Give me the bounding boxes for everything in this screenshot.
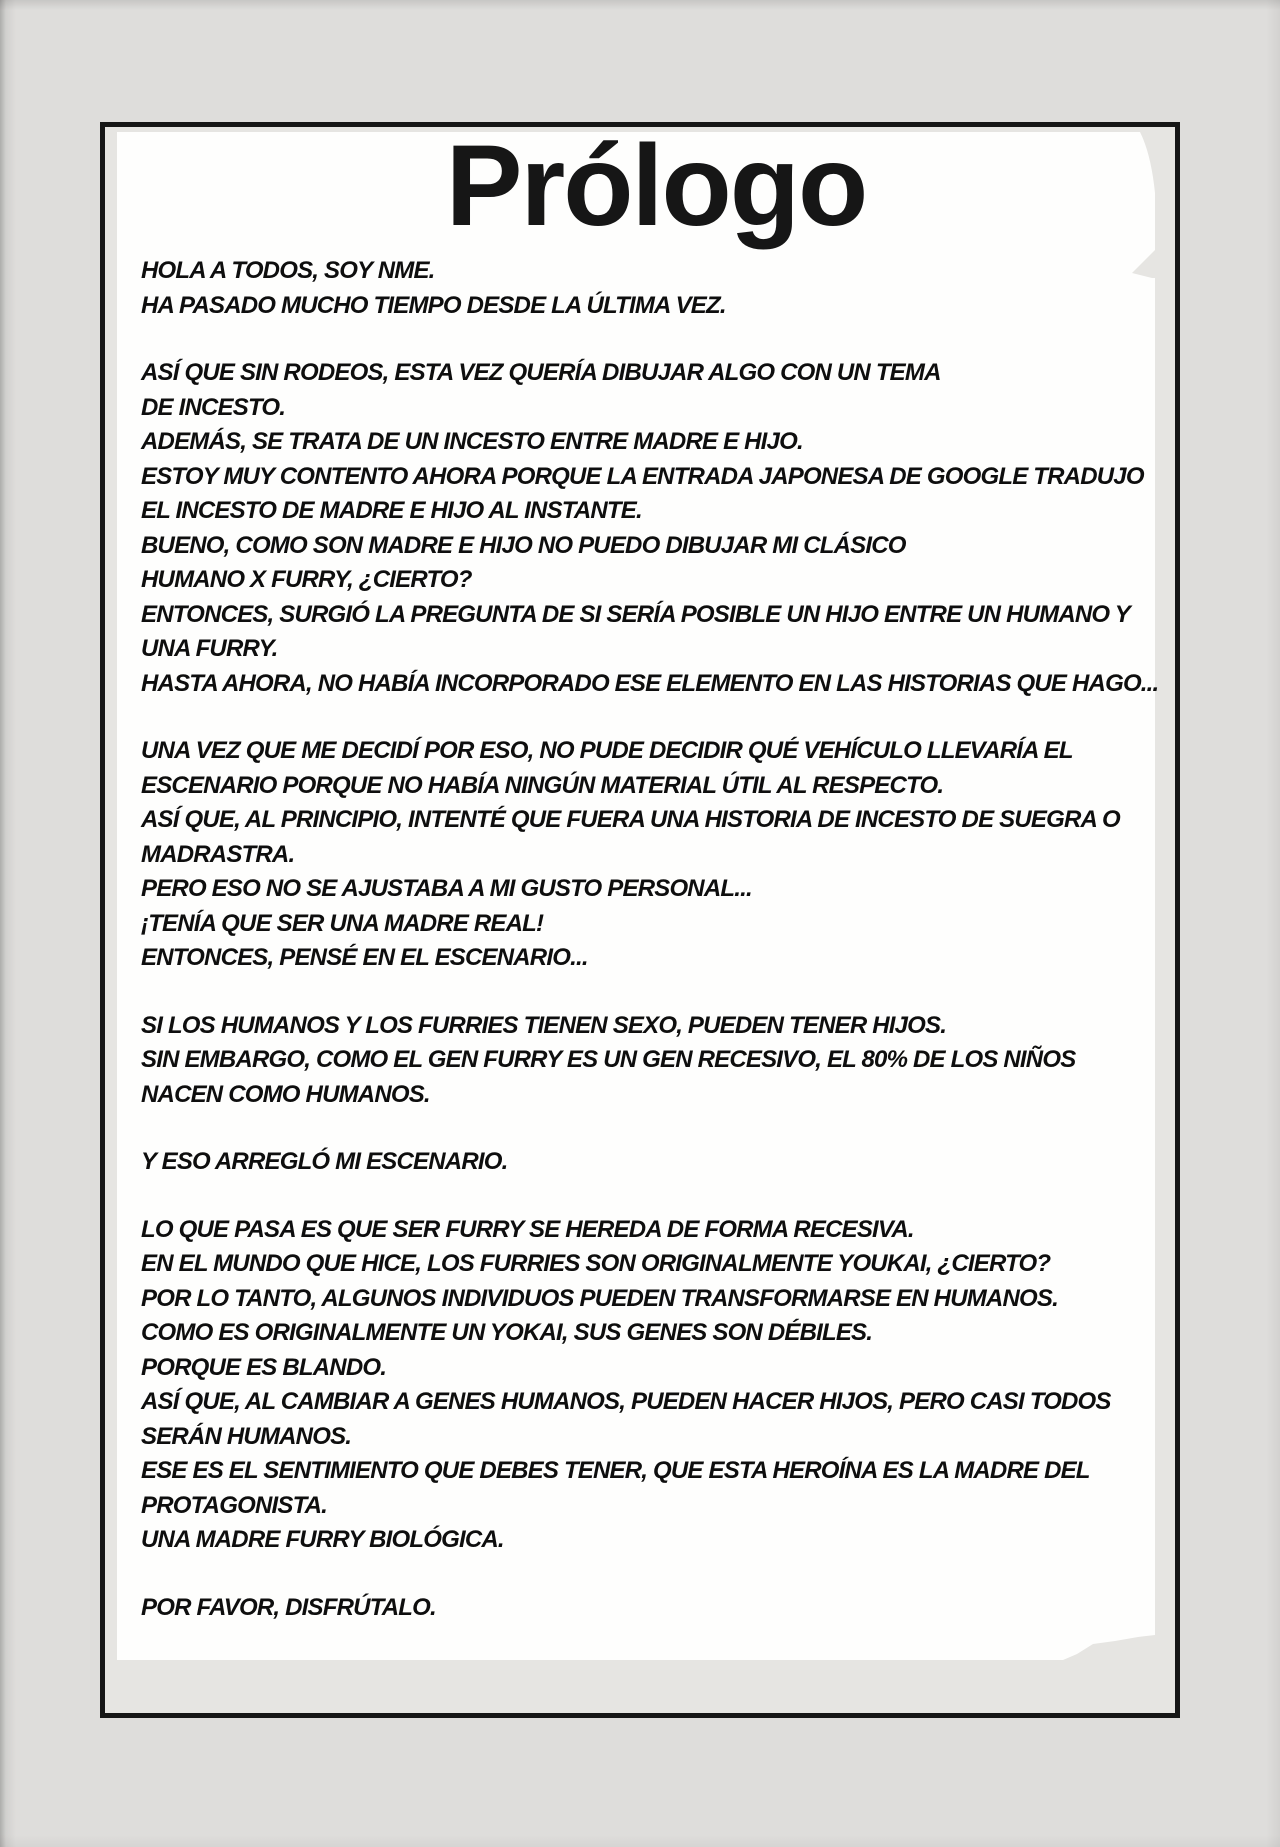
page-curl-top-right-icon	[1125, 132, 1155, 282]
text-line: HASTA AHORA, NO HABÍA INCORPORADO ESE ELEMENTO EN LAS HISTORIAS QUE HAGO...	[141, 669, 1159, 697]
text-line: UNA VEZ QUE ME DECIDÍ POR ESO, NO PUDE DECIDIR QUÉ VEHÍCULO LLEVARÍA EL	[141, 737, 1073, 764]
text-line: ¡TENÍA QUE SER UNA MADRE REAL!	[141, 909, 544, 937]
paragraph	[141, 1213, 1145, 1558]
text-line: PERO ESO NO SE AJUSTABA A MI GUSTO PERSONAL...	[141, 875, 752, 902]
text-line: MADRASTRA.	[141, 840, 295, 868]
text-line: NACEN COMO HUMANOS.	[141, 1080, 430, 1108]
text-line: DE INCESTO.	[141, 393, 286, 421]
text-line: ADEMÁS, SE TRATA DE UN INCESTO ENTRE MADRE E HIJO.	[141, 428, 803, 455]
paragraph	[141, 254, 1145, 323]
page-title: Prólogo	[445, 122, 867, 250]
text-line: POR LO TANTO, ALGUNOS INDIVIDUOS PUEDEN TRANSFORMARSE EN HUMANOS.	[141, 1284, 1058, 1312]
text-line: UNA FURRY.	[141, 635, 278, 662]
text-line: HUMANO X FURRY, ¿CIERTO?	[141, 566, 472, 593]
paragraph	[141, 1591, 1145, 1626]
paragraph	[141, 734, 1145, 976]
page-tear-bottom-right-icon	[1063, 1632, 1155, 1660]
prologue-text	[141, 254, 1159, 1625]
text-line: SI LOS HUMANOS Y LOS FURRIES TIENEN SEXO, PUEDEN TENER HIJOS.	[141, 1011, 947, 1039]
paragraph	[141, 1009, 1145, 1113]
text-line: HA PASADO MUCHO TIEMPO DESDE LA ÚLTIMA VEZ.	[141, 291, 726, 319]
text-line: PORQUE ES BLANDO.	[141, 1353, 387, 1381]
text-line: ESE ES EL SENTIMIENTO QUE DEBES TENER, QUE ESTA HEROÍNA ES LA MADRE DEL	[141, 1457, 1090, 1484]
text-line: ESCENARIO PORQUE NO HABÍA NINGÚN MATERIAL ÚTIL AL RESPECTO.	[141, 771, 944, 799]
text-line: ESTOY MUY CONTENTO AHORA PORQUE LA ENTRADA JAPONESA DE GOOGLE TRADUJO	[141, 462, 1144, 490]
text-line: HOLA A TODOS, SOY NME.	[141, 257, 435, 284]
paper	[117, 122, 1159, 1660]
text-line: SIN EMBARGO, COMO EL GEN FURRY ES UN GEN RECESIVO, EL 80% DE LOS NIÑOS	[141, 1046, 1076, 1073]
paragraph	[141, 1145, 1145, 1180]
text-line: UNA MADRE FURRY BIOLÓGICA.	[141, 1526, 504, 1553]
panel-frame	[100, 122, 1180, 1718]
text-line: COMO ES ORIGINALMENTE UN YOKAI, SUS GENES SON DÉBILES.	[141, 1319, 873, 1346]
text-line: POR FAVOR, DISFRÚTALO.	[141, 1593, 436, 1621]
text-line: BUENO, COMO SON MADRE E HIJO NO PUEDO DIBUJAR MI CLÁSICO	[141, 531, 906, 559]
text-line: EN EL MUNDO QUE HICE, LOS FURRIES SON ORIGINALMENTE YOUKAI, ¿CIERTO?	[141, 1250, 1051, 1277]
text-line: Y ESO ARREGLÓ MI ESCENARIO.	[141, 1148, 508, 1175]
paragraph	[141, 356, 1159, 701]
text-line: LO QUE PASA ES QUE SER FURRY SE HEREDA DE FORMA RECESIVA.	[141, 1215, 914, 1243]
text-line: ENTONCES, SURGIÓ LA PREGUNTA DE SI SERÍA POSIBLE UN HIJO ENTRE UN HUMANO Y	[141, 600, 1130, 628]
text-line: SERÁN HUMANOS.	[141, 1422, 352, 1450]
text-line: ENTONCES, PENSÉ EN EL ESCENARIO...	[141, 944, 588, 971]
text-line: ASÍ QUE SIN RODEOS, ESTA VEZ QUERÍA DIBUJAR ALGO CON UN TEMA	[141, 359, 941, 386]
text-line: ASÍ QUE, AL PRINCIPIO, INTENTÉ QUE FUERA UNA HISTORIA DE INCESTO DE SUEGRA O	[141, 806, 1120, 833]
text-line: ASÍ QUE, AL CAMBIAR A GENES HUMANOS, PUEDEN HACER HIJOS, PERO CASI TODOS	[141, 1388, 1111, 1415]
text-line: EL INCESTO DE MADRE E HIJO AL INSTANTE.	[141, 497, 642, 524]
text-line: PROTAGONISTA.	[141, 1491, 328, 1519]
